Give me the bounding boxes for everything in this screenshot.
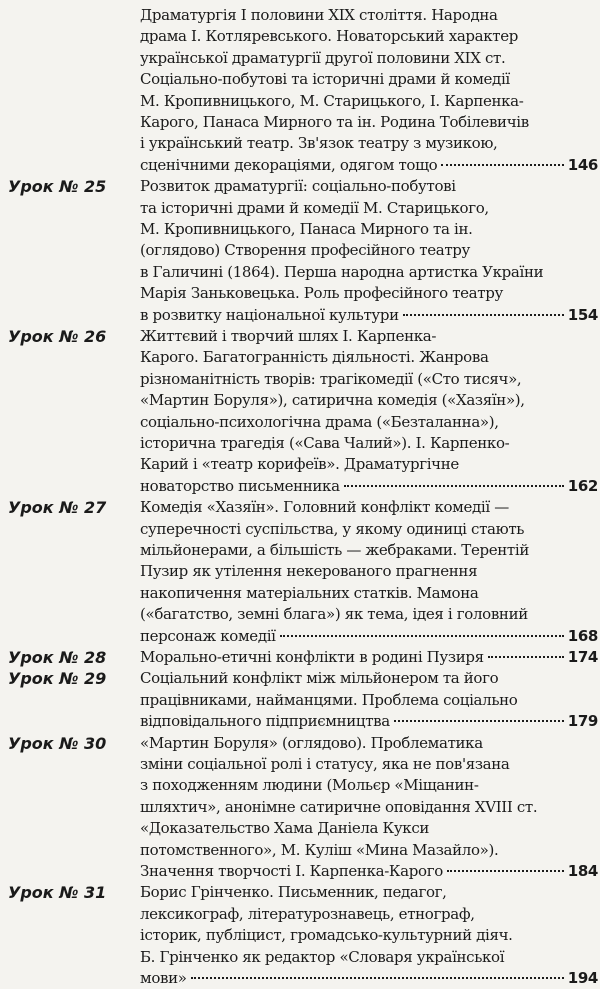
dot-leader — [344, 485, 564, 487]
entry-line: історик, публіцист, громадсько-культурний діяч. — [140, 926, 513, 945]
entry-line: персонаж комедії — [140, 626, 276, 645]
entry-line: потомственного», М. Куліш «Мина Мазайло»). — [140, 840, 499, 859]
lesson-number: Урок № 28 — [8, 648, 107, 667]
entry-last-line — [140, 476, 598, 497]
entry-line: Розвиток драматургії: соціально-побутові — [140, 177, 456, 196]
entry-line: Б. Грінченко як редактор «Словаря української — [140, 947, 505, 966]
page-number: 174 — [567, 648, 598, 666]
entry-line: Карий і «театр корифеїв». Драматургічне — [140, 455, 459, 474]
dot-leader — [441, 164, 563, 166]
entry-line: української драматургії другої половини XIX ст. — [140, 48, 506, 67]
dot-leader — [488, 656, 564, 658]
entry-line: М. Кропивницького, М. Старицького, І. Карпенка- — [140, 91, 524, 110]
page-number: 179 — [567, 712, 598, 731]
entry-line: з походженням людини (Мольєр «Міщанин- — [140, 776, 479, 795]
entry-line: різноманітність творів: трагікомедії («Сто тисяч», — [140, 369, 522, 388]
entry-last-line — [140, 155, 598, 176]
entry-line: суперечності суспільства, у якому одиниці стають — [140, 519, 525, 538]
entry-line: «Мартин Боруля»), сатирична комедія («Хазяїн»), — [140, 391, 525, 410]
page-number: 194 — [567, 968, 598, 987]
entry-text — [140, 326, 598, 497]
entry-line: працівниками, найманцями. Проблема соціально — [140, 690, 518, 709]
dot-leader — [191, 977, 564, 979]
entry-line: Значення творчості І. Карпенка-Карого — [140, 861, 443, 880]
entry-line: в Галичині (1864). Перша народна артистка України — [140, 262, 544, 281]
lesson-number: Урок № 31 — [8, 883, 107, 903]
lesson-number: Урок № 30 — [8, 733, 107, 753]
entry-line: Борис Грінченко. Письменник, педагог, — [140, 883, 447, 902]
entry-line: історична трагедія («Сава Чалий»). І. Карпенко- — [140, 433, 510, 452]
entry-line: Пузир як утілення некерованого прагнення — [140, 562, 478, 581]
entry-line: Карого. Багатогранність діяльності. Жанрова — [140, 348, 489, 367]
entry-line: в розвитку національної культури — [140, 305, 399, 324]
lesson-number: Урок № 27 — [8, 498, 107, 518]
entry-line: Комедія «Хазяїн». Головний конфлікт комедії — — [140, 498, 509, 517]
entry-line: Морально-етичні конфлікти в родині Пузиря — [140, 648, 484, 666]
entry-line: Драматургія І половини XIX століття. Народна — [140, 6, 498, 24]
lesson-number: Урок № 26 — [8, 327, 107, 346]
entry-last-line — [140, 711, 598, 732]
entry-text — [140, 668, 598, 732]
entry-line: новаторство письменника — [140, 476, 340, 495]
entry-line: Соціальний конфлікт між мільйонером та його — [140, 669, 499, 688]
entry-text — [140, 882, 598, 989]
page-number: 154 — [567, 305, 598, 324]
entry-line: драма І. Котляревського. Новаторський характер — [140, 27, 519, 46]
entry-line: відповідального підприємництва — [140, 712, 390, 731]
entry-line: і український театр. Зв'язок театру з музикою, — [140, 134, 498, 153]
entry-last-line — [140, 647, 598, 668]
entry-line: зміни соціальної ролі і статусу, яка не пов'язана — [140, 754, 510, 773]
entry-line: Соціально-побутові та історичні драми й комедії — [140, 70, 510, 89]
entry-line: Марія Заньковецька. Роль професійного театру — [140, 284, 503, 303]
entry-line: Карого, Панаса Мирного та ін. Родина Тобілевичів — [140, 112, 529, 131]
entry-text — [140, 733, 598, 883]
entry-line: сценічними декораціями, одягом тощо — [140, 155, 438, 174]
entry-line: соціально-психологічна драма («Безталанна»), — [140, 412, 499, 431]
entry-last-line — [140, 968, 598, 989]
entry-line: «Доказательство Хама Даніела Кукси — [140, 819, 430, 838]
entry-line: (оглядово) Створення професійного театру — [140, 241, 471, 260]
entry-line: лексикограф, літературознавець, етнограф, — [140, 904, 475, 923]
dot-leader — [280, 635, 564, 637]
entry-text — [140, 176, 598, 326]
entry-line: М. Кропивницького, Панаса Мирного та ін. — [140, 219, 473, 238]
dot-leader — [394, 720, 564, 722]
entry-line: шляхтич», анонімне сатиричне оповідання XVIII ст. — [140, 797, 538, 816]
entry-text — [140, 5, 598, 176]
entry-text — [140, 647, 598, 668]
entry-text — [140, 497, 598, 647]
lesson-number: Урок № 29 — [8, 669, 107, 689]
lesson-number: Урок № 25 — [8, 177, 107, 197]
entry-last-line — [140, 861, 598, 882]
page-number: 168 — [567, 626, 598, 645]
page-number: 162 — [567, 476, 598, 495]
entry-line: «Мартин Боруля» (оглядово). Проблематика — [140, 733, 483, 752]
entry-line: мови» — [140, 968, 187, 987]
entry-line: мільйонерами, а більшість — жебраками. Терентій — [140, 540, 529, 559]
dot-leader — [403, 314, 564, 316]
entry-last-line — [140, 305, 598, 326]
page-number: 146 — [567, 155, 598, 174]
entry-last-line — [140, 626, 598, 647]
entry-line: Життєвий і творчий шлях І. Карпенка- — [140, 327, 437, 345]
entry-line: та історичні драми й комедії М. Старицького, — [140, 198, 489, 217]
dot-leader — [447, 870, 564, 872]
entry-line: («багатство, земні блага») як тема, ідея і головний — [140, 605, 528, 624]
entry-line: накопичення матеріальних статків. Мамона — [140, 583, 479, 602]
page-number: 184 — [567, 861, 598, 880]
